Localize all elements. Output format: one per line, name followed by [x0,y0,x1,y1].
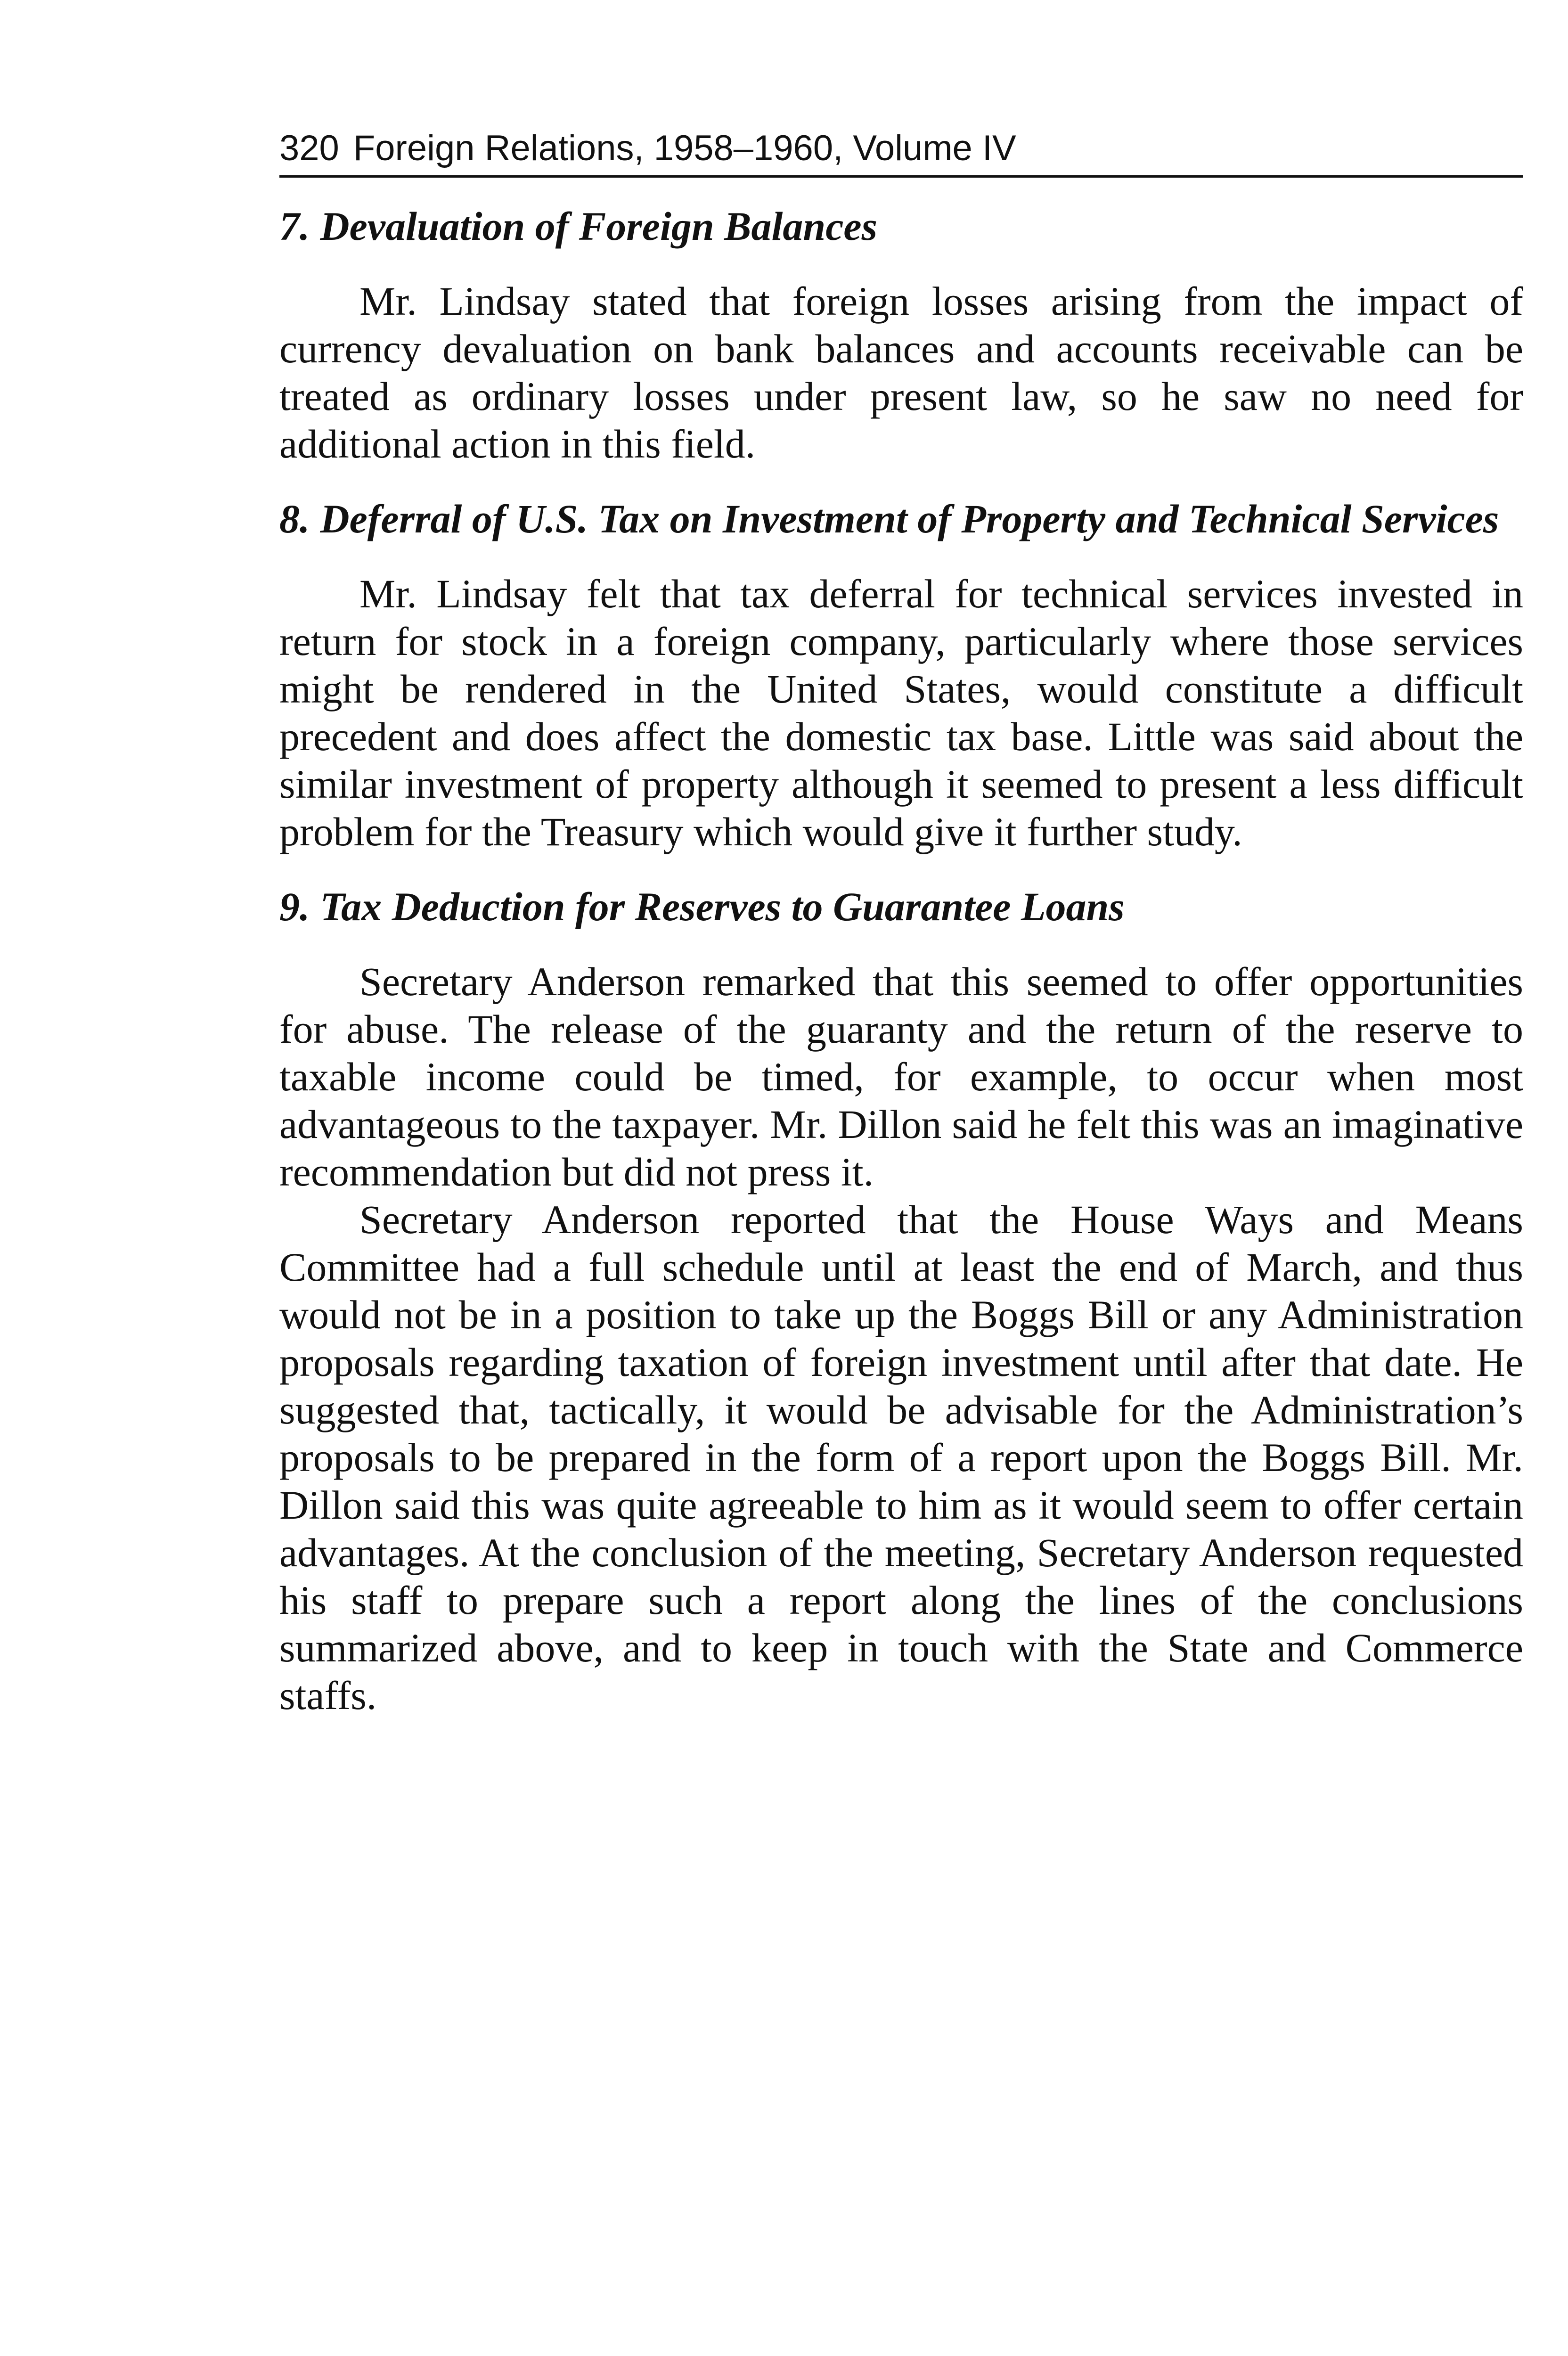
section-8 [279,495,1523,856]
paragraph: Mr. Lindsay stated that foreign losses arising from the impact of currency devaluation on bank balances and accounts receivable can be treated as ordinary losses under present law, so he saw no need for additional action in this field. [279,278,1523,466]
page-body [279,203,1523,1719]
paragraph: Secretary Anderson remarked that this seemed to offer opportunities for abuse. The release of the guaranty and the return of the reserve to taxable income could be timed, for example, to occur when most advantageous to the taxpayer. Mr. Dillon said he felt this was an imaginative recommendation but did not press it. [279,959,1523,1194]
section-title: Tax Deduction for Reserves to Guarantee Loans [320,884,1125,929]
section-title: Devaluation of Foreign Balances [320,204,878,249]
section-title: Deferral of U.S. Tax on Investment of Property and Technical Services [320,496,1499,541]
paragraph: Secretary Anderson reported that the House Ways and Means Committee had a full schedule until at least the end of March, and thus would not be in a position to take up the Boggs Bill or any Administration proposals regarding taxation of foreign investment until after that date. He suggested that, tactically, it would be advisable for the Administration’s proposals to be prepared in the form of a report upon the Boggs Bill. Mr. Dillon said this was quite agreeable to him as it would seem to offer certain advantages. At the conclusion of the meeting, Secretary Anderson requested his staff to prepare such a report along the lines of the conclusions summarized above, and to keep in touch with the State and Commerce staffs. [279,1197,1523,1718]
running-header [279,122,1523,178]
section-number: 9. [279,884,310,929]
page-number: 320 [279,128,339,168]
section-9 [279,883,1523,1719]
section-number: 7. [279,204,310,249]
paragraph: Mr. Lindsay felt that tax deferral for technical services invested in return for stock in a foreign company, particularly where those services might be rendered in the United States, would constitute a difficult precedent and does affect the domestic tax base. Little was said about the similar investment of property although it seemed to present a less difficult problem for the Treasury which would give it further study. [279,571,1523,854]
running-title: Foreign Relations, 1958–1960, Volume IV [353,128,1016,168]
section-7 [279,203,1523,468]
section-heading [279,495,1523,543]
section-heading [279,203,1523,250]
section-heading [279,883,1523,931]
section-number: 8. [279,496,310,541]
